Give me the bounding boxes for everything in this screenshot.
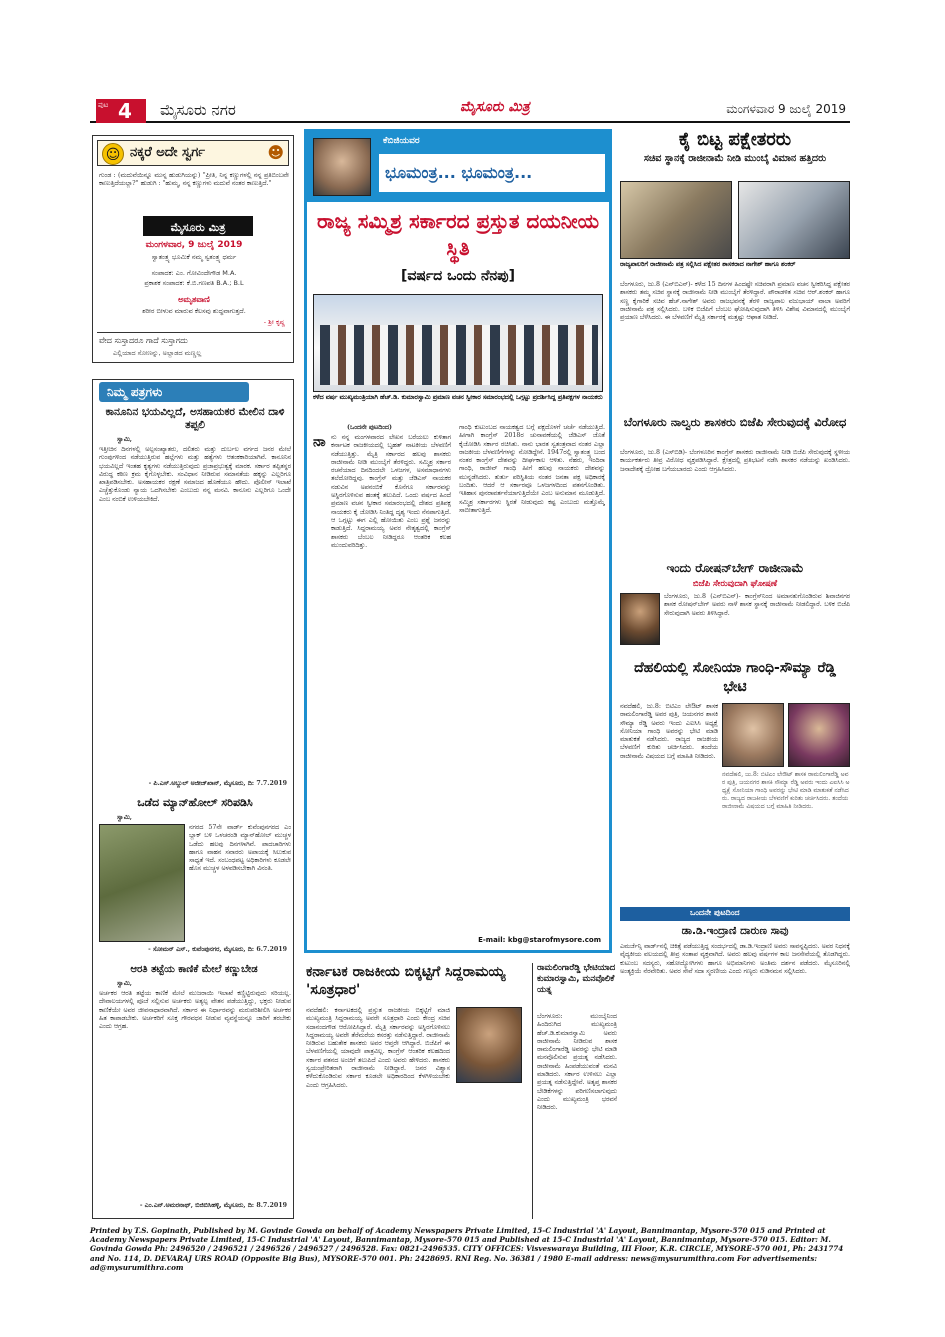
feature-headline: ರಾಜ್ಯ ಸಮ್ಮಿಶ್ರ ಸರ್ಕಾರದ ಪ್ರಸ್ತುತ ದಯನೀಯ ಸ್ಥಿತಿ	[316, 209, 600, 260]
ramalinga-body: ಬೆಂಗಳೂರು: ಮುಂಬೈನಿಂದ ಹಿಂದಿರುಗಿದ ಮುಖ್ಯಮಂತ್ರಿ ಹೆಚ್.ಡಿ.ಕುಮಾರಸ್ವಾಮಿ ಅವರು ರಾಜೀನಾಮೆ ನೀಡಿರುವ ಶಾಸಕ ರಾಮಲಿಂಗಾರೆಡ್ಡಿ ಅವರನ್ನು ಭೇಟಿ ಮಾಡಿ ಮನವೊಲಿಸುವ ಪ್ರಯತ್ನ ನಡೆಸಿದರು. ರಾಜೀನಾಮೆ ಹಿಂಪಡೆಯುವಂತೆ ಮನವಿ ಮಾಡಿದರು. ಸರ್ಕಾರ ಉಳಿಸಲು ಎಲ್ಲಾ ಪ್ರಯತ್ನ ನಡೆಸುತ್ತಿದ್ದೇವೆ. ಅತೃಪ್ತ ಶಾಸಕರ ಬೇಡಿಕೆಗಳನ್ನು ಪರಿಗಣಿಸಲಾಗುವುದು ಎಂದು ಮುಖ್ಯಮಂತ್ರಿ ಭರವಸೆ ನೀಡಿದರು.	[537, 1013, 617, 1112]
sonia-soumya-body: ನವದೆಹಲಿ, ಜು.8: ಬಿಟಿಎಂ ಲೇಔಟ್ ಶಾಸಕ ರಾಮಲಿಂಗಾರೆಡ್ಡಿ ಅವರ ಪುತ್ರಿ, ಜಯನಗರ ಶಾಸಕಿ ಸೌಮ್ಯಾ ರೆಡ್ಡಿ ಅವರು ಇಂದು ಎಐಸಿಸಿ ಅಧ್ಯಕ್ಷೆ ಸೋನಿಯಾ ಗಾಂಧಿ ಅವರನ್ನು ಭೇಟಿ ಮಾಡಿ ಮಾತುಕತೆ ನಡೆಸಿದರು. ರಾಜ್ಯದ ರಾಜಕೀಯ ಬೆಳವಣಿಗೆ ಕುರಿತು ಚರ್ಚಿಸಿದರು. ತಂದೆಯ ರಾಜೀನಾಮೆ ವಿಷಯದ ಬಗ್ಗೆ ಮಾಹಿತಿ ನೀಡಿದರು.	[620, 703, 718, 760]
bengaluru-mlas-headline: ಬೆಂಗಳೂರು ನಾಲ್ವರು ಶಾಸಕರು ಬಿಜೆಪಿ ಸೇರುವುದಕ್ಕೆ ವಿರೋಧ	[623, 415, 847, 429]
cartoon-figure-icon: ☻	[267, 143, 284, 162]
columnist-portrait	[313, 138, 371, 196]
letter-1-salutation: ಸ್ವಾಮಿ,	[117, 436, 132, 443]
vedic-divider	[97, 332, 291, 333]
resignation-caption: ರಾಜ್ಯಪಾಲರಿಗೆ ರಾಜೀನಾಮೆ ಪತ್ರ ಸಲ್ಲಿಸಿದ ಪಕ್ಷೇತರ ಶಾಸಕರಾದ ನಾಗೇಶ್ ಹಾಗೂ ಶಂಕರ್	[620, 261, 796, 268]
letter-3-body: ಅರ್ಚಕರ ಆರತಿ ತಟ್ಟೆಯ ಕಾಣಿಕೆ ಮೇಲೆ ಮುಜರಾಯಿ ಇಲಾಖೆ ಕಣ್ಣಿಟ್ಟಿರುವುದು ಸರಿಯಲ್ಲ. ದೇವಾಲಯಗಳಲ್ಲಿ ಪೂಜೆ ಸಲ್ಲಿಸುವ ಅರ್ಚಕರು ಅತ್ಯಲ್ಪ ವೇತನ ಪಡೆಯುತ್ತಿದ್ದು, ಭಕ್ತರು ನೀಡುವ ಕಾಣಿಕೆಯೇ ಅವರ ಜೀವನಾಧಾರವಾಗಿದೆ. ಸರ್ಕಾರ ಈ ನಿರ್ಧಾರವನ್ನು ಮರುಪರಿಶೀಲಿಸಿ ಅರ್ಚಕರ ಹಿತ ಕಾಪಾಡಬೇಕು. ಅರ್ಚಕರಿಗೆ ಸೂಕ್ತ ಗೌರವಧನ ನೀಡುವ ವ್ಯವಸ್ಥೆಯನ್ನೂ ಜಾರಿಗೆ ತರಬೇಕು ಎಂದು ಆಗ್ರಹ.	[99, 990, 291, 1031]
paper-motto: ಸ್ವಾತಂತ್ರ್ಯ ಭೂಮಿಕೆ ನಮ್ಮ ಸ್ವತಂತ್ರ್ಯ ಧರ್ಮ	[151, 253, 237, 261]
independents-subhead: ಸಚಿವ ಸ್ಥಾನಕ್ಕೆ ರಾಜೀನಾಮೆ ನೀಡಿ ಮುಂಬೈ ವಿಮಾನ ಹತ್ತಿದರು	[643, 153, 827, 164]
resignation-photo-right	[738, 181, 850, 259]
roshan-baig-photo	[620, 593, 660, 645]
letter-2-headline: ಒಡೆದ ಮ್ಯಾನ್‌ಹೋಲ್ ಸರಿಪಡಿಸಿ	[137, 796, 253, 809]
ramalinga-story	[532, 963, 616, 1219]
karnataka-body: ನವದೆಹಲಿ: ಕರ್ನಾಟಕದಲ್ಲಿ ಪ್ರಸ್ತುತ ರಾಜಕೀಯ ಬಿಕ್ಕಟ್ಟಿಗೆ ಮಾಜಿ ಮುಖ್ಯಮಂತ್ರಿ ಸಿದ್ದರಾಮಯ್ಯ ಅವರೇ ಸೂತ್ರಧಾರಿ ಎಂದು ಕೇಂದ್ರ ಸಚಿವ ಸದಾನಂದಗೌಡ ಆರೋಪಿಸಿದ್ದಾರೆ. ಮೈತ್ರಿ ಸರ್ಕಾರವನ್ನು ಅಸ್ಥಿರಗೊಳಿಸಲು ಸಿದ್ದರಾಮಯ್ಯ ಅವರೇ ತೆರೆಮರೆಯ ಕಸರತ್ತು ನಡೆಸುತ್ತಿದ್ದಾರೆ. ರಾಜೀನಾಮೆ ನೀಡಿರುವ ಬಹುತೇಕ ಶಾಸಕರು ಅವರ ಆಪ್ತರೇ ಆಗಿದ್ದಾರೆ. ಬಿಜೆಪಿಗೆ ಈ ಬೆಳವಣಿಗೆಯಲ್ಲಿ ಯಾವುದೇ ಪಾತ್ರವಿಲ್ಲ. ಕಾಂಗ್ರೆಸ್ ಆಂತರಿಕ ಕಲಹದಿಂದ ಸರ್ಕಾರ ಪತನದ ಅಂಚಿಗೆ ತಲುಪಿದೆ ಎಂದು ಅವರು ಹೇಳಿದರು. ಶಾಸಕರು ಸ್ವಯಂಪ್ರೇರಿತರಾಗಿ ರಾಜೀನಾಮೆ ನೀಡಿದ್ದಾರೆ. ಜನರ ವಿಶ್ವಾಸ ಕಳೆದುಕೊಂಡಿರುವ ಸರ್ಕಾರ ಕೂಡಲೇ ಅಧಿಕಾರದಿಂದ ಕೆಳಗಿಳಿಯಬೇಕು ಎಂದು ಆಗ್ರಹಿಸಿದರು.	[306, 1007, 450, 1089]
feature-article	[304, 129, 612, 953]
page-label: ಪುಟ	[98, 101, 109, 109]
page-number-badge	[96, 99, 146, 123]
vedic-line-2: ಎಲ್ಲಿಯಾದ ಸೋಣನ್ನು, ಅಲ್ಲಾಡದ ಮಣ್ಣಲ್ಲ	[113, 349, 202, 357]
paper-brand: ಮೈಸೂರು ಮಿತ್ರ	[460, 99, 530, 115]
siddaramaiah-photo	[456, 1007, 522, 1083]
karnataka-headline: ಕರ್ನಾಟಕ ರಾಜಕೀಯ ಬಿಕ್ಕಟ್ಟಿಗೆ ಸಿದ್ದರಾಮಯ್ಯ 'ಸೂತ್ರಧಾರ'	[306, 964, 506, 998]
drop-cap: ನಾ	[313, 434, 326, 450]
continued-banner-text: ಒಂದನೇ ಪುಟದಿಂದ	[690, 908, 740, 917]
paper-nameplate	[143, 216, 253, 236]
roshan-baig-headline: ಇಂದು ರೋಷನ್‌ಬೇಗ್ ರಾಜೀನಾಮೆ	[666, 561, 804, 575]
letters-column	[92, 379, 294, 1219]
column-byline: ಕೆಬಿಜಿಯವರ	[383, 136, 420, 146]
feature-subhead: [ವರ್ಷದ ಒಂದು ನೆನಪು]	[401, 268, 515, 284]
letter-3-headline: ಆರತಿ ತಟ್ಟೆಯ ಕಾಣಿಕೆ ಮೇಲೆ ಕಣ್ಣುಬೇಡ	[130, 964, 258, 975]
masthead-date: ಮಂಗಳವಾರ 9 ಜುಲೈ 2019	[726, 102, 846, 116]
indrani-headline: ಡಾ.ಡಿ.ಇಂದ್ರಾಣಿ ದಾರುಣ ಸಾವು	[681, 925, 789, 937]
editor-line: ಸಂಪಾದಕ: ಎಂ. ಗೋವಿಂದೇಗೌಡ M.A.	[151, 269, 237, 277]
newspaper-page	[90, 95, 850, 1225]
independents-body: ಬೆಂಗಳೂರು, ಜು.8 (ಎನ್‌ಬಿಎನ್)- ಕಳೆದ 15 ದಿನಗಳ ಹಿಂದಷ್ಟೇ ಸಚಿವರಾಗಿ ಪ್ರಮಾಣ ವಚನ ಸ್ವೀಕರಿಸಿದ್ದ ಪಕ್ಷೇತರ ಶಾಸಕರು ತಮ್ಮ ಸಚಿವ ಸ್ಥಾನಕ್ಕೆ ರಾಜೀನಾಮೆ ನೀಡಿ ಮುಂಬೈಗೆ ತೆರಳಿದ್ದಾರೆ. ಪೌರಾಡಳಿತ ಸಚಿವ ಆರ್.ಶಂಕರ್ ಹಾಗೂ ಸಣ್ಣ ಕೈಗಾರಿಕೆ ಸಚಿವ ಹೆಚ್.ನಾಗೇಶ್ ಅವರು ರಾಜಭವನಕ್ಕೆ ತೆರಳಿ ರಾಜ್ಯಪಾಲ ವಜುಭಾಯ್ ವಾಲಾ ಅವರಿಗೆ ರಾಜೀನಾಮೆ ಪತ್ರ ಸಲ್ಲಿಸಿದರು. ಬಳಿಕ ಬಿಜೆಪಿಗೆ ಬೆಂಬಲ ಘೋಷಿಸುವುದಾಗಿ ತಿಳಿಸಿ ವಿಶೇಷ ವಿಮಾನದಲ್ಲಿ ಮುಂಬೈಗೆ ಪ್ರಯಾಣ ಬೆಳೆಸಿದರು. ಈ ಬೆಳವಣಿಗೆ ಮೈತ್ರಿ ಸರ್ಕಾರಕ್ಕೆ ಮತ್ತಷ್ಟು ಆಘಾತ ನೀಡಿದೆ.	[620, 281, 850, 322]
soumya-reddy-photo	[788, 703, 850, 767]
feature-body-right: ಗಾಂಧಿ ಕುಟುಂಬದ ನಾಯಕತ್ವದ ಬಗ್ಗೆ ಪಕ್ಷದೊಳಗೆ ಚರ್ಚೆ ನಡೆಯುತ್ತಿದೆ. ಹೀಗಾಗಿ ಕಾಂಗ್ರೆಸ್ 2018ರ ಚುನಾವಣೆಯಲ್ಲಿ ಜೆಡಿಎಸ್ ಜೊತೆ ಕೈಜೋಡಿಸಿ ಸರ್ಕಾರ ರಚಿಸಿತು. ನಾನು ಭಾರತ ಸ್ವತಂತ್ರವಾದ ನಂತರ ಎಲ್ಲಾ ರಾಜಕೀಯ ಬೆಳವಣಿಗೆಗಳನ್ನು ನೋಡಿದ್ದೇನೆ. 1947ರಲ್ಲಿ ಸ್ವಾತಂತ್ರ್ಯ ಬಂದ ನಂತರ ಕಾಂಗ್ರೆಸ್ ದೇಶವನ್ನು ದೀರ್ಘಕಾಲ ಆಳಿತು. ನೆಹರು, ಇಂದಿರಾ ಗಾಂಧಿ, ರಾಜೀವ್ ಗಾಂಧಿ ಹೀಗೆ ಹಲವು ನಾಯಕರು ದೇಶವನ್ನು ಮುನ್ನಡೆಸಿದರು. ತುರ್ತು ಪರಿಸ್ಥಿತಿಯ ನಂತರ ಜನತಾ ಪಕ್ಷ ಅಧಿಕಾರಕ್ಕೆ ಬಂದಿತು. ಆದರೆ ಆ ಸರ್ಕಾರವೂ ಒಳಜಗಳದಿಂದ ಪತನಗೊಂಡಿತು. ಇತಿಹಾಸ ಪುನರಾವರ್ತನೆಯಾಗುತ್ತಿದೆಯೇ ಎಂಬ ಅನುಮಾನ ಮೂಡುತ್ತಿದೆ. ಸಮ್ಮಿಶ್ರ ಸರ್ಕಾರಗಳು ಸ್ಥಿರತೆ ನೀಡುವುದು ಕಷ್ಟ ಎಂಬುದು ಮತ್ತೊಮ್ಮೆ ಸಾಬೀತಾಗುತ್ತಿದೆ.	[459, 424, 605, 514]
roshan-baig-subhead: ಬಿಜೆಪಿ ಸೇರುವುದಾಗಿ ಘೋಷಣೆ	[692, 579, 778, 589]
independents-headline: ಕೈ ಬಿಟ್ಟ ಪಕ್ಷೇತರರು	[678, 129, 792, 150]
photo-caption: ಕಳೆದ ವರ್ಷ ಮುಖ್ಯಮಂತ್ರಿಯಾಗಿ ಹೆಚ್.ಡಿ. ಕುಮಾರಸ್ವಾಮಿ ಪ್ರಮಾಣ ವಚನ ಸ್ವೀಕಾರ ಸಮಾರಂಭದಲ್ಲಿ ಒಗ್ಗಟ್ಟು ಪ್ರದರ್ಶಿಸಿದ್ದ ಪ್ರತಿಪಕ್ಷಗಳ ನಾಯಕರು	[313, 394, 603, 401]
ramalinga-headline: ರಾಮಲಿಂಗಾರೆಡ್ಡಿ ಭೇಟಿಯಾದ ಕುಮಾರಸ್ವಾಮಿ, ಮನವೊಲಿಕೆ ಯತ್ನ	[537, 963, 616, 995]
humor-box	[92, 135, 294, 363]
letter-2-signature: - ಸೋಮನ್ ಎಸ್., ಕುವೆಂಪುನಗರ, ಮೈಸೂರು, ದಿ: 6.7.2019	[148, 946, 287, 953]
resignation-photo-left	[620, 181, 732, 259]
paper-date: ಮಂಗಳವಾರ, 9 ಜುಲೈ 2019	[145, 240, 243, 250]
continued-banner	[620, 907, 850, 921]
letters-header-text: ನಿಮ್ಮ ಪತ್ರಗಳು	[107, 385, 163, 399]
quote-text: ಶರೀರ ಬೀಳುವ ಮಾರುವ ಕೆಲಸವು ಶುದ್ಧವಾಗುತ್ತದೆ.	[142, 307, 246, 315]
letters-header	[99, 382, 249, 402]
humor-title: ನಕ್ಕರೆ ಅದೇ ಸ್ವರ್ಗ	[130, 145, 205, 160]
feature-body-left: ನು ನನ್ನ ಮಂಗಳವಾರದ ಲೇಖನ ಬರೆಯಲು ಕುಳಿತಾಗ ಕರ್ನಾಟಕ ರಾಜಕೀಯದಲ್ಲಿ ಬೃಹತ್ ನಾಟಕೀಯ ಬೆಳವಣಿಗೆ ನಡೆಯುತ್ತಿತ್ತು. ಮೈತ್ರಿ ಸರ್ಕಾರದ ಹಲವು ಶಾಸಕರು ರಾಜೀನಾಮೆ ನೀಡಿ ಮುಂಬೈಗೆ ತೆರಳಿದ್ದರು. ಸಮ್ಮಿಶ್ರ ಸರ್ಕಾರ ರಚನೆಯಾದ ದಿನದಿಂದಲೇ ಒಳಜಗಳ, ಅಸಮಾಧಾನಗಳು ತಲೆದೋರಿದ್ದವು. ಕಾಂಗ್ರೆಸ್ ಮತ್ತು ಜೆಡಿಎಸ್ ನಾಯಕರ ನಡುವಿನ ಅಪನಂಬಿಕೆ ಕೊನೆಗೂ ಸರ್ಕಾರವನ್ನು ಅಸ್ಥಿರಗೊಳಿಸುವ ಹಂತಕ್ಕೆ ತಲುಪಿದೆ. ಒಂದು ವರ್ಷದ ಹಿಂದೆ ಪ್ರಮಾಣ ವಚನ ಸ್ವೀಕಾರ ಸಮಾರಂಭದಲ್ಲಿ ದೇಶದ ಪ್ರತಿಪಕ್ಷ ನಾಯಕರು ಕೈ ಜೋಡಿಸಿ ನಿಂತಿದ್ದ ದೃಶ್ಯ ಇಂದು ನೆನಪಾಗುತ್ತಿದೆ. ಆ ಒಗ್ಗಟ್ಟು ಈಗ ಎಲ್ಲಿ ಹೋಯಿತು ಎಂಬ ಪ್ರಶ್ನೆ ಜನರನ್ನು ಕಾಡುತ್ತಿದೆ. ಸಿದ್ದರಾಮಯ್ಯ ಅವರ ನೇತೃತ್ವದಲ್ಲಿ ಕಾಂಗ್ರೆಸ್ ಶಾಸಕರು ಬೆಂಬಲ ನೀಡಿದ್ದರೂ ಆಂತರಿಕ ಕಲಹ ಮುಂದುವರಿದಿತ್ತು.	[331, 434, 451, 549]
paper-name: ಮೈಸೂರು ಮಿತ್ರ	[170, 221, 226, 234]
column-name: ಭೂಮಂತ್ರ... ಭೂಮಂತ್ರ...	[379, 154, 605, 192]
laughing-face-icon: ☺	[102, 143, 124, 165]
letter-2-body: ನಗರದ 57ನೇ ವಾರ್ಡ್ ಕುವೆಂಪುನಗರದ ಎಂ ಬ್ಲಾಕ್ ಬಳಿ ಒಳಚರಂಡಿ ಮ್ಯಾನ್‌ಹೋಲ್ ಮುಚ್ಚಳ ಒಡೆದು ಹಲವು ದಿನಗಳಾಗಿವೆ. ಪಾದಚಾರಿಗಳು ಹಾಗೂ ವಾಹನ ಸವಾರರು ಅಪಾಯಕ್ಕೆ ಸಿಲುಕುವ ಸಾಧ್ಯತೆ ಇದೆ. ಸಂಬಂಧಪಟ್ಟ ಅಧಿಕಾರಿಗಳು ಕೂಡಲೇ ಹೊಸ ಮುಚ್ಚಳ ಅಳವಡಿಸಬೇಕಾಗಿ ವಿನಂತಿ.	[189, 824, 291, 873]
masthead	[90, 95, 850, 123]
indrani-body: ಎಮರ್ಜೆನ್ಸಿ ವಾರ್ಡ್‌ನಲ್ಲಿ ಚಿಕಿತ್ಸೆ ಪಡೆಯುತ್ತಿದ್ದ ಸಂದರ್ಭದಲ್ಲಿ ಡಾ.ಡಿ.ಇಂದ್ರಾಣಿ ಅವರು ಸಾವನ್ನಪ್ಪಿದರು. ಅವರ ನಿಧನಕ್ಕೆ ವೈದ್ಯಕೀಯ ವಲಯದಲ್ಲಿ ತೀವ್ರ ಸಂತಾಪ ವ್ಯಕ್ತವಾಗಿದೆ. ಅವರು ಹಲವು ವರ್ಷಗಳ ಕಾಲ ಜನಸೇವೆಯಲ್ಲಿ ತೊಡಗಿದ್ದರು. ಕುಟುಂಬ ಸದಸ್ಯರು, ಸಹೋದ್ಯೋಗಿಗಳು ಹಾಗೂ ಅಭಿಮಾನಿಗಳು ಅಂತಿಮ ದರ್ಶನ ಪಡೆದರು. ಮೈಸೂರಿನಲ್ಲಿ ಅಂತ್ಯಕ್ರಿಯೆ ನೆರವೇರಿತು. ಅವರ ಸೇವೆ ಸದಾ ಸ್ಮರಣೀಯ ಎಂದು ಗಣ್ಯರು ನುಡಿನಮನ ಸಲ್ಲಿಸಿದರು.	[620, 943, 850, 975]
sonia-gandhi-photo	[722, 703, 784, 767]
publisher-line: ಪ್ರಕಾಶಕ ಸಂಪಾದಕ: ಕೆ.ಬಿ.ಗಣಪತಿ B.A.; B.L	[144, 279, 244, 287]
continued-from: (ಒಂದನೇ ಪುಟದಿಂದ)	[347, 424, 392, 431]
imprint-footer: Printed by T.S. Gopinath, Published by M. Govinde Gowda on behalf of Academy Newspapers Private Limited, 15-C Industrial 'A' Layout, Bannimantap, Mysore-570 015 and Printed at Academy Newspapers Private Limited, 15-C Industrial 'A' Layout, Bannimantap, Mysore-570 015 and Published at 15-C Industrial 'A' Layout, Bannimantap, Mysore-570 015. Editor: M. Govinda Gowda Ph: 2496520 / 2496521 / 2496526 / 2496527 / 2496528. Fax: 0821-2496535. CITY OFFICES: Visveswaraya Building, III Floor, K.R. CIRCLE, MYSORE-570 001, Ph: 2431774 and No. 114, D. DEVARAJ URS ROAD (Opposite Big Bus), MYSORE-570 001. Ph: 2428695. RNI Reg. No. 36381 / 1980 E-mail address: news@mysurumithra.com For advertisements: ad@mysurumithra.com	[90, 1226, 844, 1272]
letter-3-salutation: ಸ್ವಾಮಿ,	[117, 980, 132, 987]
humor-header	[97, 140, 289, 166]
leaders-group-photo	[313, 294, 603, 392]
page-number: 4	[118, 99, 132, 123]
section-city: ಮೈಸೂರು ನಗರ	[160, 101, 236, 119]
karnataka-story	[306, 963, 526, 1219]
bengaluru-mlas-body: ಬೆಂಗಳೂರು, ಜು.8 (ಎಸ್‌ಬಿಡಿ)- ಬೆಂಗಳೂರಿನ ಕಾಂಗ್ರೆಸ್ ಶಾಸಕರು ರಾಜೀನಾಮೆ ನೀಡಿ ಬಿಜೆಪಿ ಸೇರುವುದಕ್ಕೆ ಸ್ಥಳೀಯ ಕಾರ್ಯಕರ್ತರು ತೀವ್ರ ವಿರೋಧ ವ್ಯಕ್ತಪಡಿಸಿದ್ದಾರೆ. ಕ್ಷೇತ್ರದಲ್ಲಿ ಪ್ರತಿಭಟನೆ ನಡೆಸಿ ಶಾಸಕರ ನಡೆಯನ್ನು ಖಂಡಿಸಿದರು. ಜನಾದೇಶಕ್ಕೆ ದ್ರೋಹ ಬಗೆಯಬಾರದು ಎಂದು ಆಗ್ರಹಿಸಿದರು.	[620, 449, 850, 473]
quote-author: - ಶ್ರೀ ಕೃಷ್ಣ	[263, 318, 285, 326]
letter-1-signature: - ಪಿ.ಎಸ್.ಅಬ್ದುಲ್ ಅಜೀಜ್‌ಖಾನ್, ಮೈಸೂರು, ದಿ: 7.7.2019	[148, 780, 287, 787]
feature-banner	[307, 132, 609, 202]
letter-1-body: ಇತ್ತೀಚಿನ ದಿನಗಳಲ್ಲಿ ಅಲ್ಪಸಂಖ್ಯಾತರು, ದಲಿತರು ಮತ್ತು ದುರ್ಬಲ ವರ್ಗದ ಜನರ ಮೇಲೆ ಗುಂಪುಗಳಿಂದ ನಡೆಯುತ್ತಿರುವ ಹಲ್ಲೆಗಳು ಮತ್ತು ಹತ್ಯೆಗಳು ಆತಂಕಕಾರಿಯಾಗಿವೆ. ಕಾನೂನಿನ ಭಯವಿಲ್ಲದೆ ಇಂತಹ ಕೃತ್ಯಗಳು ನಡೆಯುತ್ತಿರುವುದು ಪ್ರಜಾಪ್ರಭುತ್ವಕ್ಕೆ ಮಾರಕ. ಸರ್ಕಾರ ತಪ್ಪಿತಸ್ಥರ ವಿರುದ್ಧ ಕಠಿಣ ಕ್ರಮ ಕೈಗೊಳ್ಳಬೇಕು. ಸಂವಿಧಾನ ನೀಡಿರುವ ಸಮಾನತೆಯ ಹಕ್ಕನ್ನು ಎಲ್ಲರಿಗೂ ಖಾತ್ರಿಪಡಿಸಬೇಕು. ಅಸಹಾಯಕರ ರಕ್ಷಣೆ ಸಮಾಜದ ಹೊಣೆಯೂ ಹೌದು. ಪೊಲೀಸ್ ಇಲಾಖೆ ಎಚ್ಚೆತ್ತುಕೊಂಡು ನ್ಯಾಯ ಒದಗಿಸಬೇಕು ಎಂಬುದು ನನ್ನ ಮನವಿ. ಕಾನೂನು ಎಲ್ಲರಿಗೂ ಒಂದೇ ಎಂಬ ನಂಬಿಕೆ ಉಳಿಯಬೇಕಿದೆ.	[99, 446, 291, 503]
letter-2-salutation: ಸ್ವಾಮಿ,	[117, 814, 132, 821]
right-column	[620, 129, 850, 1219]
roshan-baig-body: ಬೆಂಗಳೂರು, ಜು.8 (ಎನ್‌ಬಿಎನ್)- ಕಾಂಗ್ರೆಸ್‌ನಿಂದ ಅಮಾನತುಗೊಂಡಿರುವ ಶಿವಾಜಿನಗರ ಶಾಸಕ ರೋಷನ್‌ಬೇಗ್ ಅವರು ನಾಳೆ ಶಾಸಕ ಸ್ಥಾನಕ್ಕೆ ರಾಜೀನಾಮೆ ನೀಡಲಿದ್ದಾರೆ. ಬಳಿಕ ಬಿಜೆಪಿ ಸೇರುವುದಾಗಿ ಅವರು ತಿಳಿಸಿದ್ದಾರೆ.	[664, 593, 850, 617]
humor-text: ಗುಂಡ : (ಮದುವೆಯಿನ್ನೂ ಮುನ್ನ ಹುಡುಗಿಯನ್ನು) "ಪ್ರೀತಿ, ನಿನ್ನ ಕಣ್ಣುಗಳಲ್ಲಿ ನನ್ನ ಪ್ರತಿಬಿಂಬವೇ ಕಾಣುತ್ತಿದೆಯಲ್ಲಾ?" ಹುಡುಗಿ : "ಹುಮ್ಮ, ನನ್ನ ಕಣ್ಣುಗಳು ಮದುವೆ ನಂತರ ಕಾಣುತ್ತಿದೆ."	[99, 172, 289, 188]
sonia-soumya-headline: ದೆಹಲಿಯಲ್ಲಿ ಸೋನಿಯಾ ಗಾಂಧಿ-ಸೌಮ್ಯಾ ರೆಡ್ಡಿ ಭೇಟಿ	[634, 660, 836, 695]
feature-email: E-mail: kbg@starofmysore.com	[478, 936, 601, 944]
manhole-photo	[99, 824, 185, 942]
quote-title: ಅಮೃತವಾಣಿ	[178, 295, 210, 304]
letter-3-signature: - ಎಂ.ಎನ್.ಅಮರನಾಥ್, ಬಿಜಿಬಿಸಿಹಳ್ಳಿ, ಮೈಸೂರು, ದಿ: 8.7.2019	[139, 1202, 287, 1209]
vedic-line-1: ವೇದ ಸುಸ್ತಾದರೂ ಗಾದೆ ಸುಸ್ತಾಗದು	[99, 336, 188, 345]
sonia-soumya-continued: ನವದೆಹಲಿ, ಜು.8: ಬಿಟಿಎಂ ಲೇಔಟ್ ಶಾಸಕ ರಾಮಲಿಂಗಾರೆಡ್ಡಿ ಅವರ ಪುತ್ರಿ, ಜಯನಗರ ಶಾಸಕಿ ಸೌಮ್ಯಾ ರೆಡ್ಡಿ ಅವರು ಇಂದು ಎಐಸಿಸಿ ಅಧ್ಯಕ್ಷೆ ಸೋನಿಯಾ ಗಾಂಧಿ ಅವರನ್ನು ಭೇಟಿ ಮಾಡಿ ಮಾತುಕತೆ ನಡೆಸಿದರು. ರಾಜ್ಯದ ರಾಜಕೀಯ ಬೆಳವಣಿಗೆ ಕುರಿತು ಚರ್ಚಿಸಿದರು. ತಂದೆಯ ರಾಜೀನಾಮೆ ವಿಷಯದ ಬಗ್ಗೆ ಮಾಹಿತಿ ನೀಡಿದರು.	[722, 771, 850, 810]
letter-1-headline: ಕಾನೂನಿನ ಭಯವಿಲ್ಲದೆ, ಅಸಹಾಯಕರ ಮೇಲಿನ ದಾಳಿ ತಪ್ಪಲಿ	[105, 406, 285, 431]
raised-hands-figures	[320, 325, 598, 385]
